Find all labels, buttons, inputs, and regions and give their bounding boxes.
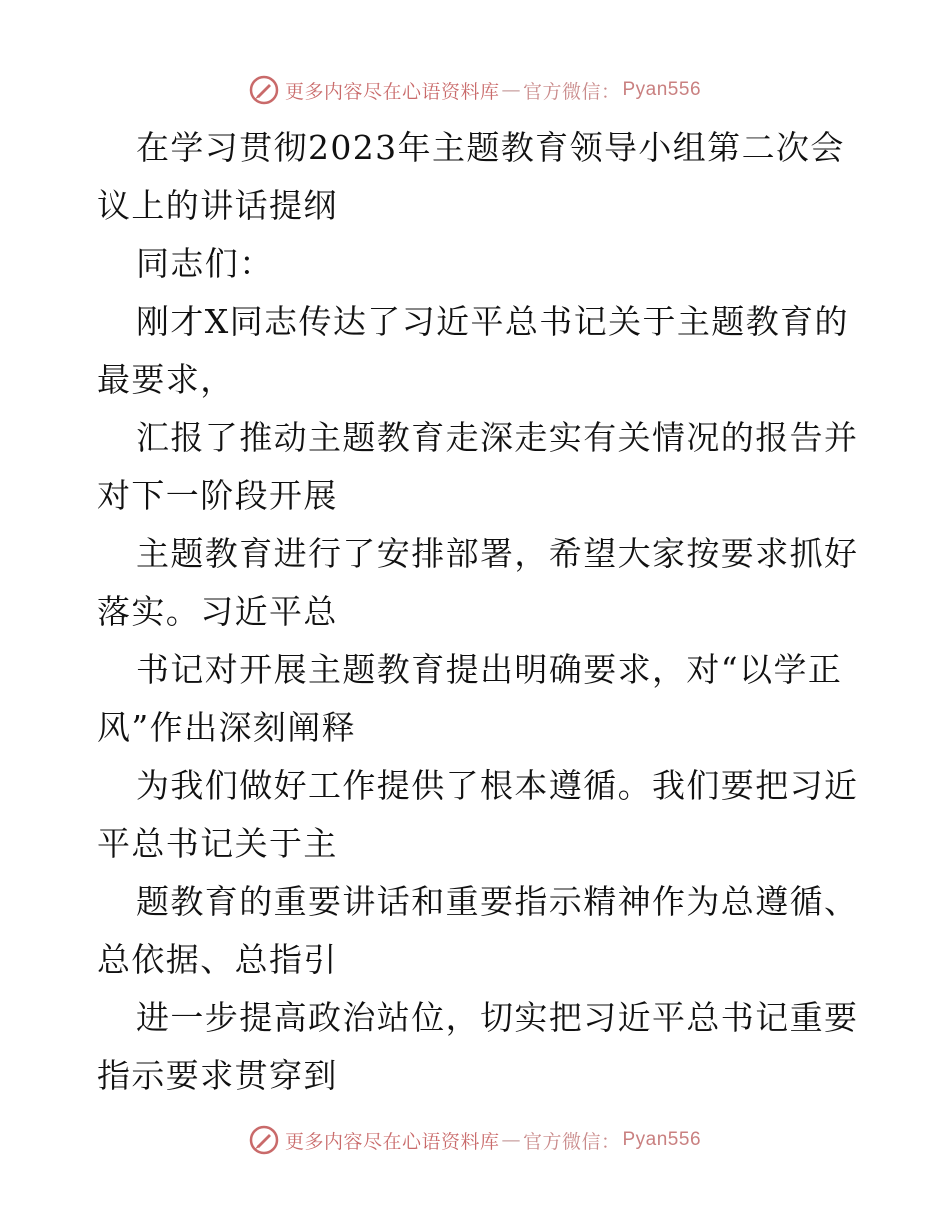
document-line: 刚才X同志传达了习近平总书记关于主题教育的 <box>136 302 849 341</box>
document-line: 风”作出深刻阐释 <box>97 708 357 747</box>
document-body <box>97 119 857 1105</box>
banner-wechat-id: Pyan556 <box>622 79 702 100</box>
header-watermark-banner <box>0 70 950 110</box>
document-line: 在学习贯彻2023年主题教育领导小组第二次会 <box>136 128 845 167</box>
document-line: 议上的讲话提纲 <box>97 186 338 225</box>
document-line: 汇报了推动主题教育走深走实有关情况的报告并 <box>136 418 859 457</box>
footer-watermark-banner <box>0 1120 950 1160</box>
banner-separator: — <box>501 79 521 101</box>
banner-wechat-id: Pyan556 <box>622 1129 702 1150</box>
quill-pen-logo-icon <box>249 75 279 105</box>
banner-wechat-label: 官方微信： <box>522 1130 621 1153</box>
document-line: 对下一阶段开展 <box>97 476 338 515</box>
banner-brand-text: 更多内容尽在心语资料库 <box>284 80 500 103</box>
document-line: 落实。习近平总 <box>97 592 338 631</box>
document-line: 主题教育进行了安排部署，希望大家按要求抓好 <box>136 534 859 573</box>
document-line: 指示要求贯穿到 <box>97 1056 338 1095</box>
document-line: 题教育的重要讲话和重要指示精神作为总遵循、 <box>136 882 859 921</box>
document-line: 同志们： <box>136 244 274 283</box>
quill-pen-logo-icon <box>249 1125 279 1155</box>
document-line: 为我们做好工作提供了根本遵循。我们要把习近 <box>136 766 859 805</box>
banner-brand-text: 更多内容尽在心语资料库 <box>284 1130 500 1153</box>
document-line: 最要求， <box>97 360 235 399</box>
document-line: 总依据、总指引 <box>97 940 338 979</box>
document-line: 平总书记关于主 <box>97 824 338 863</box>
document-line: 进一步提高政治站位，切实把习近平总书记重要 <box>136 998 859 1037</box>
banner-separator: — <box>501 1129 521 1151</box>
banner-wechat-label: 官方微信： <box>522 80 621 103</box>
document-line: 书记对开展主题教育提出明确要求，对“以学正 <box>136 650 843 689</box>
